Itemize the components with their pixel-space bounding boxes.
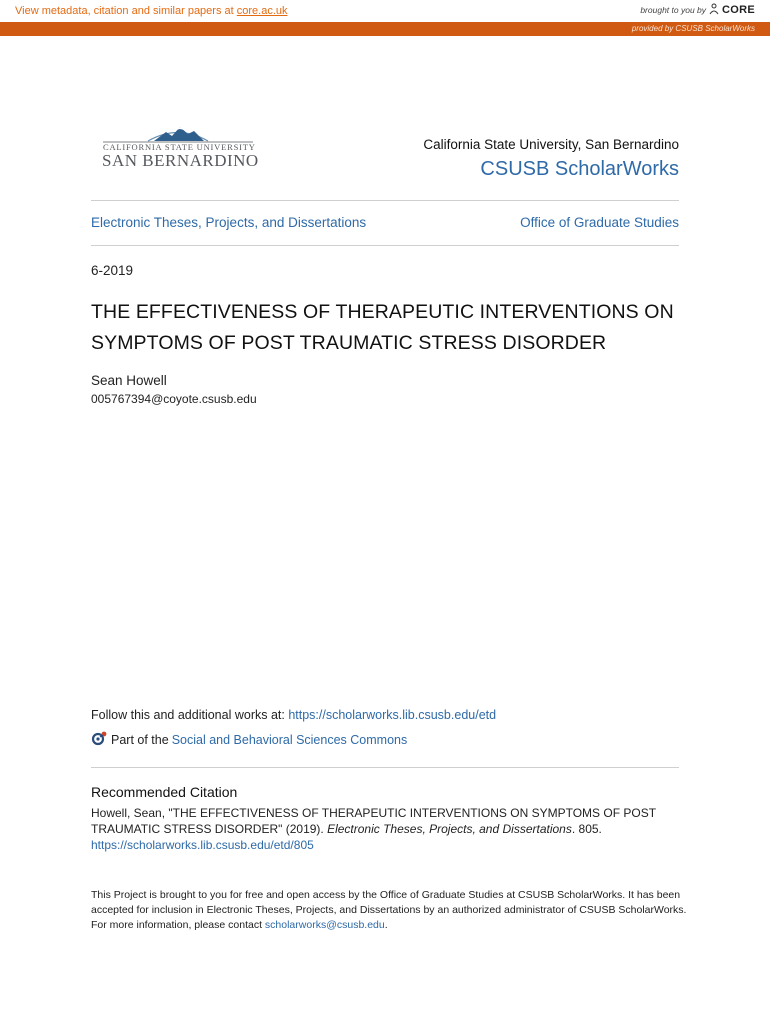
core-banner-top bbox=[0, 0, 770, 22]
core-metadata-notice bbox=[15, 5, 288, 17]
repository-link[interactable]: CSUSB ScholarWorks bbox=[480, 158, 679, 180]
follow-works bbox=[91, 708, 496, 722]
author-email: 005767394@coyote.csusb.edu bbox=[91, 392, 257, 406]
divider-collections bbox=[91, 245, 679, 246]
notice-text: This Project is brought to you for free and open access by the Office of Graduate Studies at CSUSB ScholarWorks. It has been accepted for inclusion in Electronic Theses, Projects, and Dissertations by an authorized administrator of CSUSB ScholarWorks. For more information, please contact bbox=[91, 889, 687, 931]
publication-date: 6-2019 bbox=[91, 263, 134, 278]
citation-series: Electronic Theses, Projects, and Dissertations bbox=[327, 822, 572, 836]
notice-end: . bbox=[384, 919, 388, 931]
core-brought-by bbox=[640, 3, 755, 17]
collection-link[interactable]: Electronic Theses, Projects, and Dissertations bbox=[91, 215, 367, 230]
contact-email-link[interactable]: scholarworks@csusb.edu bbox=[264, 919, 385, 931]
part-of-commons bbox=[91, 731, 407, 749]
core-metadata-prefix: View metadata, citation and similar papers at bbox=[15, 5, 237, 17]
divider-citation bbox=[91, 767, 679, 768]
citation-text: Howell, Sean, "THE EFFECTIVENESS OF THERAPEUTIC INTERVENTIONS ON SYMPTOMS OF POST TRAUMATIC STRESS DISORDER" (2019). bbox=[91, 806, 656, 836]
citation-heading: Recommended Citation bbox=[91, 784, 238, 800]
university-logo[interactable] bbox=[100, 120, 259, 172]
core-brought-by-text: brought to you by bbox=[640, 5, 707, 15]
citation-url[interactable]: https://scholarworks.lib.csusb.edu/etd/805 bbox=[91, 838, 314, 852]
follow-prefix: Follow this and additional works at: bbox=[91, 708, 289, 722]
core-logo-text[interactable]: CORE bbox=[722, 4, 755, 16]
commons-link[interactable]: Social and Behavioral Sciences Commons bbox=[171, 733, 408, 747]
mountain-logo-icon bbox=[100, 120, 256, 144]
commons-network-icon bbox=[91, 731, 108, 749]
department-link[interactable]: Office of Graduate Studies bbox=[520, 215, 679, 230]
citation-number: . 805. bbox=[571, 822, 602, 836]
logo-campus-name: SAN BERNARDINO bbox=[102, 151, 259, 170]
core-provided-by[interactable]: provided by CSUSB ScholarWorks bbox=[631, 24, 755, 33]
author-name: Sean Howell bbox=[91, 373, 167, 388]
divider-top bbox=[91, 200, 679, 201]
recommended-citation bbox=[91, 805, 681, 853]
core-logo-icon[interactable] bbox=[709, 3, 719, 17]
access-notice bbox=[91, 888, 691, 933]
logo-university-name: CALIFORNIA STATE UNIVERSITY bbox=[103, 142, 256, 152]
core-provided-bar bbox=[0, 22, 770, 36]
core-metadata-link[interactable]: core.ac.uk bbox=[236, 5, 288, 17]
follow-link[interactable]: https://scholarworks.lib.csusb.edu/etd bbox=[288, 708, 497, 722]
document-title: THE EFFECTIVENESS OF THERAPEUTIC INTERVENTIONS ON SYMPTOMS OF POST TRAUMATIC STRESS DISORDER bbox=[91, 301, 674, 354]
part-of-prefix: Part of the bbox=[111, 733, 169, 747]
institution-name: California State University, San Bernardino bbox=[423, 137, 679, 152]
